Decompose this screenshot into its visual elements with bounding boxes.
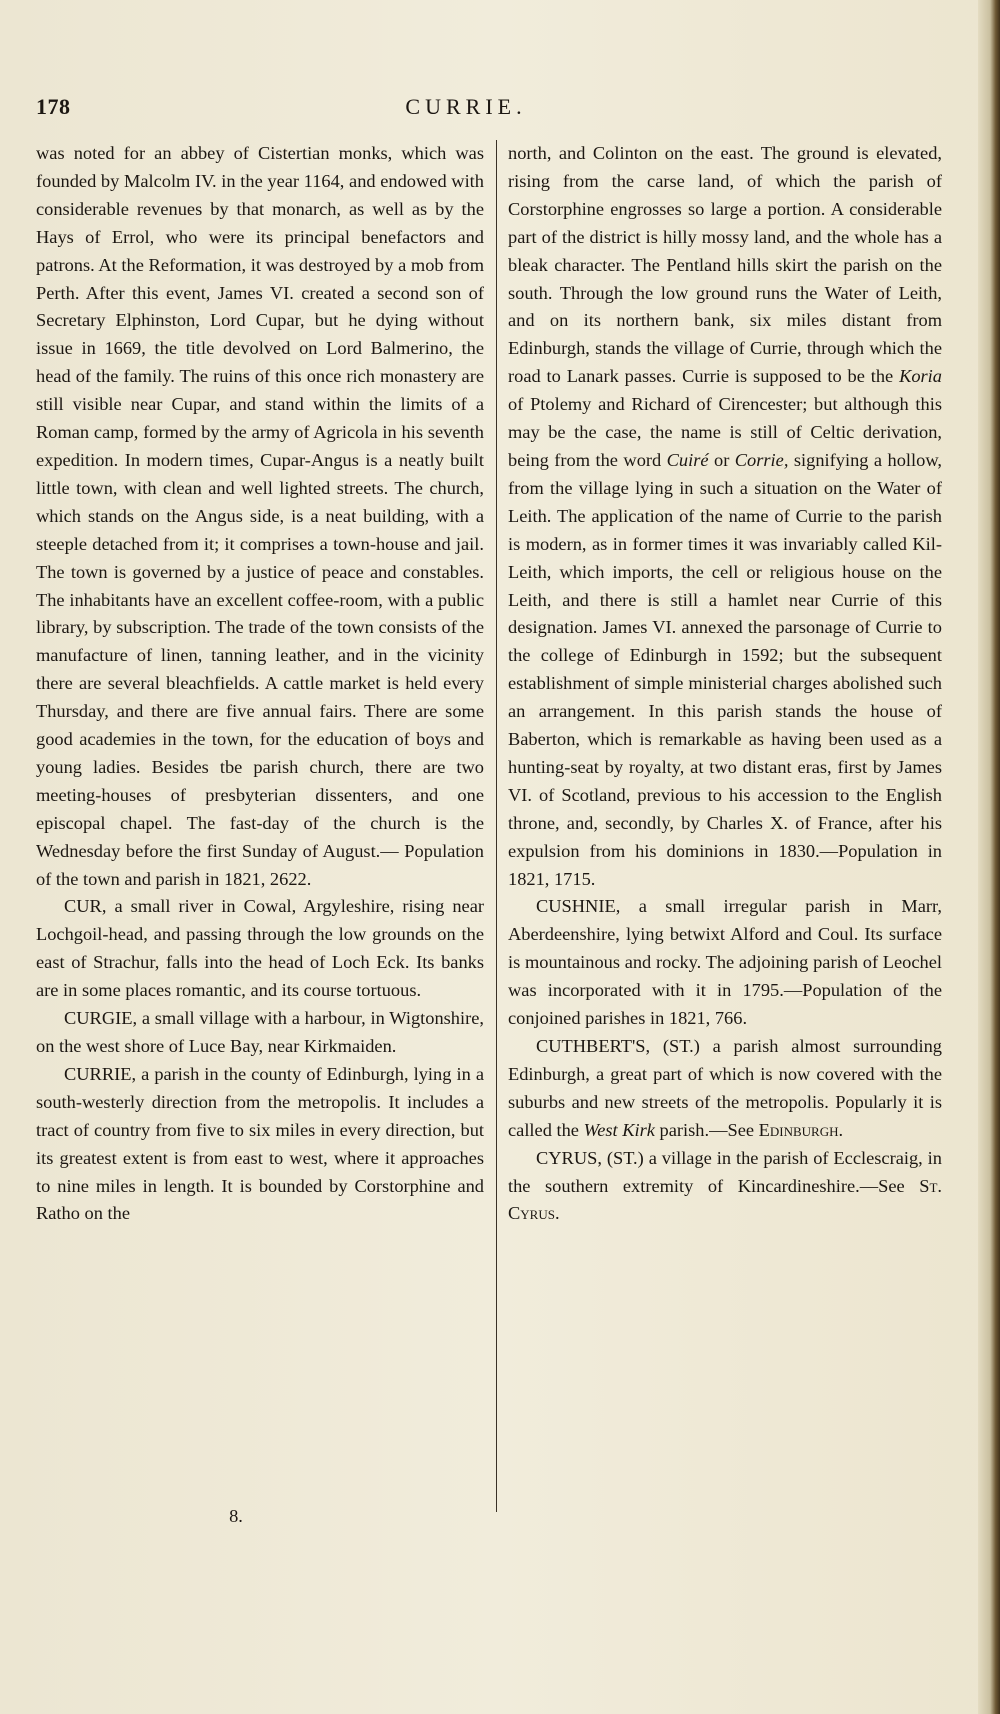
- entry-cyrus: [508, 1145, 942, 1229]
- corrie-word: Corrie,: [734, 449, 789, 470]
- entry-cushnie-headword: CUSHNIE,: [536, 896, 621, 917]
- koria-word: Koria: [899, 366, 942, 387]
- entry-cuthberts-headword: CUTHBERT'S, (ST.): [536, 1036, 700, 1056]
- cuire-word: Cuiré: [666, 449, 709, 470]
- entry-cyrus-headword: CYRUS, (ST.): [536, 1147, 644, 1168]
- entry-cur-headword: CUR,: [64, 896, 107, 917]
- left-column: [36, 140, 484, 1228]
- cross-reference-edinburgh: Edinburgh.: [758, 1119, 844, 1140]
- column-divider: [496, 140, 497, 1512]
- entry-currie: [36, 1061, 484, 1228]
- currie-text-b: of Ptolemy and Richard of Cirencester; but although this may be the case, the name is still of Celtic derivation, being from the word: [508, 394, 942, 470]
- currie-text-d: signifying a hollow, from the village lying in such a situation on the Water of Leith. The application of the name of Currie to the parish is modern, as in former times it was invariably called Kil-Leith, which imports, the cell or religious house on the Leith, and there is still a hamlet near Currie of this designation. James VI. annexed the parsonage of Currie to the college of Edinburgh in 1592; but the subsequent establishment of simple ministerial charges abolished such an arrangement. In this parish stands the house of Baberton, which is remarkable as having been used as a hunting-seat by royalty, at two distant eras, first by James VI. of Scotland, previous to his accession to the English throne, and, secondly, by Charles X. of France, after his expulsion from his dominions in 1830.—Population in 1821, 1715.: [508, 449, 943, 889]
- entry-currie-continuation: [508, 140, 942, 893]
- signature-mark: 8.: [229, 1506, 243, 1526]
- page-number: 178: [36, 94, 71, 119]
- entry-currie-text: a parish in the county of Edinburgh, lying in a south-westerly direction from the metropolis. It includes a tract of country from five to six miles in every direction, but its greatest extent is from east to west, where it approaches to nine miles in length. It is bounded by Corstorphine and Ratho on the: [36, 1063, 484, 1224]
- entry-cuthberts: [508, 1033, 942, 1145]
- entry-cuthberts-text: a parish almost surrounding Edinburgh, a great part of which is now covered with the suburbs and new streets of the metropolis. Popularly it is called the: [508, 1036, 942, 1140]
- entry-cur-text: a small river in Cowal, Argyleshire, rising near Lochgoil-head, and passing through the low grounds on the east of Strachur, falls into the head of Loch Eck. Its banks are in some places romantic, and its course tortuous.: [36, 896, 484, 1001]
- entry-cushnie: [508, 893, 942, 1033]
- entry-curgie-text: a small village with a harbour, in Wigtonshire, on the west shore of Luce Bay, near Kirkmaiden.: [36, 1008, 484, 1056]
- currie-text-a: north, and Colinton on the east. The ground is elevated, rising from the carse land, of which the parish of Corstorphine engrosses so large a portion. A considerable part of the district is hilly mossy land, and the whole has a bleak character. The Pentland hills skirt the parish on the south. Through the low ground runs the Water of Leith, and on its northern bank, six miles distant from Edinburgh, stands the village of Currie, through which the road to Lanark passes. Currie is supposed to be the: [508, 143, 942, 387]
- entry-currie-headword: CURRIE,: [64, 1063, 137, 1084]
- cupar-angus-continuation: was noted for an abbey of Cistertian monks, which was founded by Malcolm IV. in the year 1164, and endowed with considerable revenues by that monarch, as well as by the Hays of Errol, who were its principal benefactors and patrons. At the Reformation, it was destroyed by a mob from Perth. After this event, James VI. created a second son of Secretary Elphinston, Lord Cupar, but he dying without issue in 1669, the title devolved on Lord Balmerino, the head of the family. The ruins of this once rich monastery are still visible near Cupar, and stand within the limits of a Roman camp, formed by the army of Agricola in his seventh expedition. In modern times, Cupar-Angus is a neatly built little town, with clean and well lighted streets. The church, which stands on the Angus side, is a neat building, with a steeple detached from it; it comprises a town-house and jail. The town is governed by a justice of peace and constables. The inhabitants have an excellent coffee-room, with a public library, by subscription. The trade of the town consists of the manufacture of linen, tanning leather, and in the vicinity there are several bleachfields. A cattle market is held every Thursday, and there are five annual fairs. There are some good academies in the town, for the education of boys and young ladies. Besides tbe parish church, there are two meeting-houses of presbyterian dissenters, and one episcopal chapel. The fast-day of the church is the Wednesday before the first Sunday of August.— Population of the town and parish in 1821, 2622.: [36, 143, 484, 889]
- entry-cushnie-text: a small irregular parish in Marr, Aberdeenshire, lying betwixt Alford and Coul. Its surface is mountainous and rocky. The adjoining parish of Leochel was incorporated with it in 1795.—Population of the conjoined parishes in 1821, 766.: [508, 896, 942, 1029]
- entry-cuthberts-tail: parish.—See: [654, 1119, 759, 1140]
- entry-curgie: [36, 1005, 484, 1061]
- entry-curgie-headword: CURGIE,: [64, 1008, 138, 1029]
- entry-cur: [36, 893, 484, 1005]
- page-gutter-shadow: [978, 0, 1000, 1714]
- running-title: CURRIE.: [405, 94, 527, 119]
- currie-text-c: or: [708, 449, 735, 470]
- page-header: [36, 94, 896, 124]
- entry-cyrus-text: a village in the parish of Ecclescraig, in the southern extremity of Kincardineshire.—See: [508, 1147, 942, 1196]
- right-column: [508, 140, 942, 1228]
- west-kirk-words: West Kirk: [583, 1119, 655, 1140]
- cross-reference-st-cyrus: St. Cyrus.: [508, 1175, 942, 1224]
